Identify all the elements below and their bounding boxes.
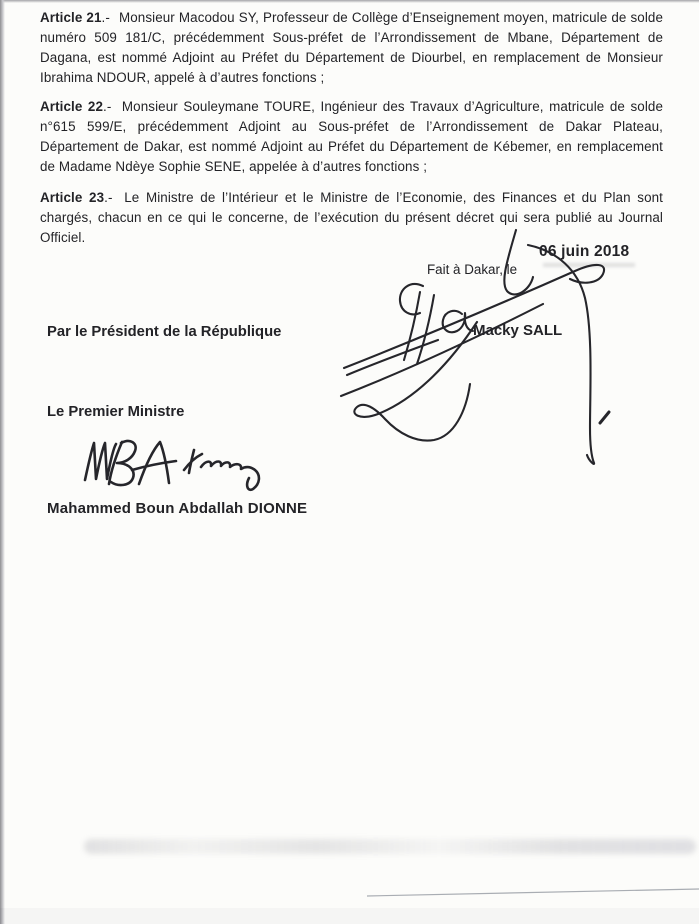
prime-minister-name: Mahammed Boun Abdallah DIONNE xyxy=(47,500,308,517)
scan-edge-top xyxy=(0,0,699,3)
article-23-text: Le Ministre de l’Intérieur et le Ministre de l’Economie, des Finances et du Plan sont chargés, chacun en ce qui le concerne, de l’exécution du présent décret qui sera publié au Journal Officiel. xyxy=(40,190,663,245)
article-22-text: Monsieur Souleymane TOURE, Ingénieur des Travaux d’Agriculture, matricule de solde n°615 599/E, précédemment Adjoint au Sous-préfet de l’Arrondissement de Dakar Plateau, Département de Dakar, est nommé Adjoint au Préfet du Département de Kébemer, en remplacement de Madame Ndèye Sophie SENE, appelée à d’autres fonctions ; xyxy=(40,99,663,174)
scan-edge-bottom xyxy=(0,908,699,924)
article-22-separator: .- xyxy=(103,99,112,114)
article-22-label: Article 22 xyxy=(40,99,103,114)
prime-minister-signature xyxy=(85,441,259,490)
scan-smudge-band xyxy=(84,839,696,854)
article-23-separator: .- xyxy=(104,190,113,205)
article-21-label: Article 21 xyxy=(40,10,102,25)
article-21-text: Monsieur Macodou SY, Professeur de Collège d’Enseignement moyen, matricule de solde numéro 509 181/C, précédemment Sous-préfet de l’Arrondissement de Mbane, Département de Dagana, est nommé Adjoint au Préfet du Département de Diourbel, en remplacement de Monsieur Ibrahima NDOUR, appelé à d’autres fonctions ; xyxy=(40,10,664,85)
article-22-paragraph xyxy=(40,97,663,177)
scan-edge-left xyxy=(0,0,5,924)
prime-minister-title: Le Premier Ministre xyxy=(47,404,185,420)
president-name: Macky SALL xyxy=(473,322,563,339)
article-21-separator: .- xyxy=(101,10,110,25)
scan-hairline xyxy=(367,889,699,896)
signature-date: 06 juin 2018 xyxy=(539,243,630,260)
place-and-date-line: Fait à Dakar, le xyxy=(427,262,518,277)
article-23-paragraph xyxy=(40,188,663,248)
article-23-label: Article 23 xyxy=(40,190,105,205)
scan-smear-under-date xyxy=(543,263,635,267)
by-president-heading: Par le Président de la République xyxy=(47,324,282,340)
article-21-paragraph xyxy=(40,8,663,88)
